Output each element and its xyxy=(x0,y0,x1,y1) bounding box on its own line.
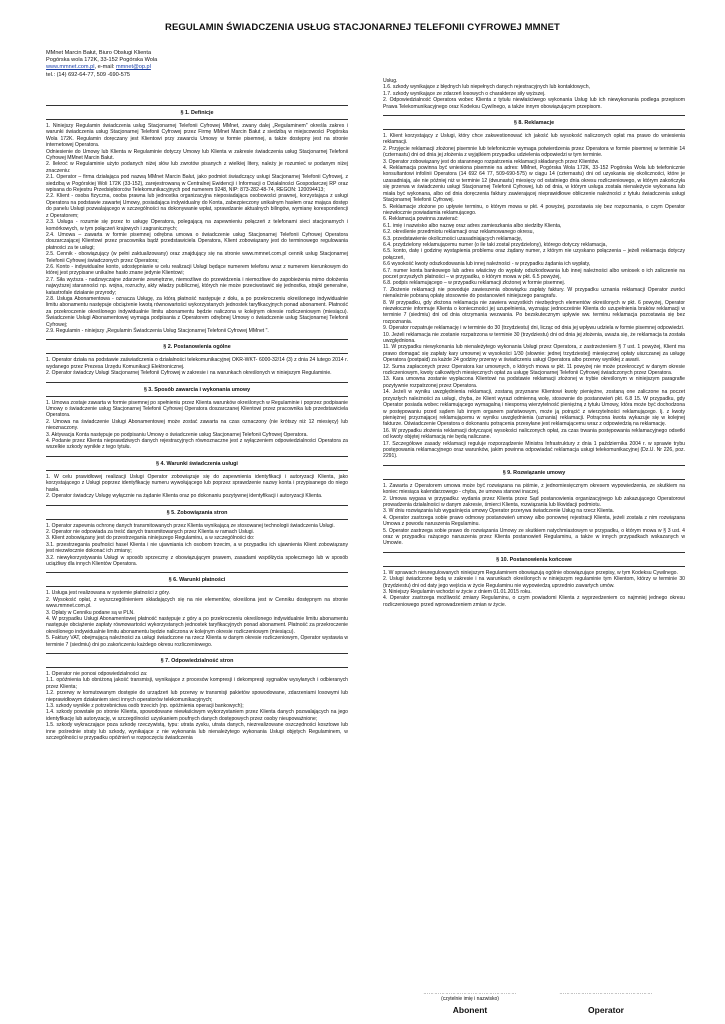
section-heading-bar xyxy=(46,456,348,471)
section-heading: § 1. Definicje xyxy=(180,110,214,116)
section-heading: § 8. Reklamacje xyxy=(513,120,555,127)
paragraph: 3. Klient zobowiązany jest do przestrzegania niniejszego Regulaminu, a w szczególności do: xyxy=(46,535,255,542)
paragraph: 2. Operator świadczy Usługę wyłącznie na żądanie Klienta oraz po dokonaniu pozytywnej identyfikacji i autoryzacji Klienta. xyxy=(46,493,323,500)
paragraph: 6.3. przedstawienie okoliczności uzasadniających reklamację, xyxy=(383,235,523,242)
paragraph: 16. W przypadku złożenia reklamacji dotyczącej wysokości naliczonych opłat, za czas trwania postępowania reklamacyjnego odsetki od kwoty objętej reklamacją nie będą naliczane. xyxy=(383,427,685,441)
paragraph: 2.7. Siła wyższa - nadzwyczajne zdarzenie zewnętrzne, niemożliwe do przewidzenia i niemożliwe do zapobieżenia mimo dołożenia najwyższej staranności np. wojna, rozruchy, akty władzy publicznej, których nie może przeciwstawić się jednostka, strajki generalne, katastrofale działanie przyrody; xyxy=(46,276,348,296)
paragraph: 4. Operator zastrzega sobie prawo odmowy postanowień umowy albo ponownej rejestracji Klienta, jeżeli została z nim rozwiązana Umowa z powodu naruszenia Regulaminu. xyxy=(383,514,685,528)
paragraph: 2. Umowa wygasa w przypadku: wydania przez Klienta przez Sąd postanowienia organizacyjnego lub zakazującego Operatorowi prowadzenia działalności w danym zakresie, śmierci Klienta, rozwiązania lub likwidacji podmiotu. xyxy=(383,495,685,508)
paragraph: 3. Aktywacja Konta następuje po podpisaniu Umowy o świadczenie usług Stacjonarnej Telefonii Cyfrowej Operatora. xyxy=(46,431,308,438)
section-heading-bar xyxy=(383,115,685,130)
section xyxy=(46,653,348,741)
signature-line: …………………………………………… xyxy=(559,990,653,996)
section-body xyxy=(46,357,348,376)
paragraph: 6.4. przydzielony reklamującemu numer (o ile taki został przydzielony), którego dotyczy reklamacja, xyxy=(383,241,607,248)
section xyxy=(46,505,348,568)
section-body xyxy=(46,474,348,500)
paragraph: 6.6 wysokość kwoty odszkodowania lub innej należności - w przypadku żądania ich wypłaty, xyxy=(383,261,591,268)
section-heading-bar xyxy=(46,653,348,668)
paragraph: Odniesienie do Umowy lub Klienta w Regulaminie dotyczy Umowy lub Klienta w zakresie świadczenia usług Stacjonarnej Telefonii Cyfrowej MMnet Marcin Bałut. xyxy=(46,148,348,162)
paragraph: 6.5. konto, datę i godzinę wystąpienia problemu oraz żądany numer, z którym nie uzyskano połączenia – jeżeli reklamacja dotyczy połączeń, xyxy=(383,248,685,261)
paragraph: 1. Zawarta z Operatorem umowa może być rozwiązana na piśmie, z jednomiesięcznym okresem wypowiedzenia, ze skutkiem na koniec miesiąca kalendarzowego - chyba, że umowa stanowi inaczej. xyxy=(383,482,685,496)
paragraph: 1. Usługa jest realizowana w systemie płatności z góry. xyxy=(46,590,170,597)
section-body xyxy=(383,483,685,547)
paragraph: 14. Jeżeli w wyniku uwzględnienia reklamacji, zostaną przyznane Klientowi kwoty pieniężne, zostaną one zaliczone na poczet przyszłych należności za usługi, chyba, że Klient wyrazi odmienną wolę, stosownie do postanowień pkt. 6.8 15. W przypadku, gdy Operator posiada wobec reklamującego wymagalną i niesporną wierzytelność pieniężną z tytułu Umowy, która może być dochodzona w postępowaniu przed sądem lub innym organem państwowym, może ją potrącić z wierzytelności reklamującego. Ij. z kwoty pieniężnej przyznającej reklamującemu w wyniku uwzględnienia (uznania) reklamacji. Potrącona kwota wykazuje się w kolejnej fakturze. Oświadczenie Operatora o dokonaniu potrącenia przesyłane jest reklamującemu wraz z odpowiedzią na reklamację. xyxy=(383,389,685,428)
company-header xyxy=(46,50,286,79)
section-heading-bar xyxy=(46,572,348,587)
section-body xyxy=(46,590,348,648)
paragraph: 2. Przyjęcie reklamacji złożonej pisemnie lub telefonicznie wymaga potwierdzenia przez Operatora w formie pisemnej w terminie 14 (czternastu) dni od dnia jej złożenia z wyjątkiem przypadku udzielenia odpowiedzi w tym terminie. xyxy=(383,145,685,159)
paragraph: 1.7. szkody wynikające ze zdarzeń losowych o charakterze siły wyższej. xyxy=(383,90,546,97)
section-heading-bar xyxy=(46,505,348,520)
paragraph: 1.1. opóźnienia lub obniżoną jakość transmisji, wynikające z procesów kompresji i dekompresji sygnałów wysyłanych i odbieranych przez Klienta; xyxy=(46,677,348,690)
paragraph: 1. Operator nie ponosi odpowiedzialności za: xyxy=(46,671,148,677)
paragraph: 6.2. określenie przedmiotu reklamacji oraz reklamowanego okresu, xyxy=(383,229,534,236)
section-body xyxy=(46,523,348,568)
section-heading: § 2. Postanowienia ogólne xyxy=(163,344,231,351)
section-heading-bar xyxy=(46,382,348,397)
paragraph: 4. Operator zastrzega możliwość zmiany Regulaminu, o czym powiadomi Klienta z wyprzedzeniem co najmniej jednego okresu rozliczeniowego przed wprowadzeniem zmian w życie. xyxy=(383,595,685,608)
section-heading: § 9. Rozwiązanie umowy xyxy=(502,469,566,476)
liability-continuation xyxy=(383,78,685,110)
paragraph: Usług. xyxy=(383,78,398,84)
paragraph: 10. Jeżeli reklamacja nie zostanie rozpatrzona w terminie 30 (trzydziestu) dni od dnia jej złożenia, uważa się, że reklamacja ta została uwzględniona. xyxy=(383,331,685,345)
paragraph: 6.1. imię i nazwisko albo nazwę oraz adres zamieszkania albo siedziby Klienta, xyxy=(383,222,562,229)
paragraph: 5. Reklamacje złożone po upływie terminu, o którym mowa w pkt. 4 powyżej, pozostawia się bez rozpoznania, o czym Operator niezwłocznie powiadamia reklamującego. xyxy=(383,203,685,216)
paragraph: 3. W dniu rozwiązania lub wygaśnięcia umowy Operator przerywa świadczenie Usług na rzecz Klienta. xyxy=(383,508,615,515)
paragraph: 1.6. szkody wynikające z błędnych lub niepełnych danych rejestracyjnych lub kontaktowych, xyxy=(383,84,590,91)
paragraph: 3. Opłaty w Cenniku podane są w PLN. xyxy=(46,609,135,616)
section xyxy=(46,572,348,648)
paragraph: 2.1. Operator – firma działająca pod nazwą MMnet Marcin Bałut, jako podmiot świadczący usługi Stacjonarnej Telefonii Cyfrowej, z siedzibą w Pogórskiej Woli 172K (33-152), zarejestrowaną w Centralnej Ewidencji i Informacji o Działalności Gospodarczej RP oraz wpisana do Rejestru Przedsiębiorców Telekomunikacyjnych pod numerem 9248, NIP: 873-282-48-74, REGON: 120094413; xyxy=(46,174,348,194)
section xyxy=(383,115,685,460)
contact-line: www.mmnet.com.pl, e-mail: mmnet@op.pl xyxy=(46,64,151,71)
section xyxy=(46,456,348,500)
signature-caption: (czytelnie imię i nazwisko) xyxy=(441,996,499,1002)
section-heading-bar xyxy=(383,465,685,480)
paragraph: 2.8. Usługa Abonamentowa - oznacza Usługę, za którą płatność następuje z dołu, a po przekroczeniu określonego indywidualnie limitu abonamentu następuje obciążenie kwotą równowartości wykorzystanych jednostek taryfikacyjnych ponad abonament. Płatność za przekroczenie określonego indywidualnie limitu abonamentu będzie naliczona w kolejnym okresie rozliczeniowym (miesiącu). Świadczenie Usługi Abonamentowej wymaga podpisania z Operatorem odrębnej Umowy o świadczenie usług Stacjonarnej Telefonii Cyfrowej; xyxy=(46,295,348,328)
phone-line: tel.: (14) 692-64-77, 509 -690-575 xyxy=(46,71,130,78)
paragraph: 4. W przypadku Usługi Abonamentowej płatność następuje z góry a po przekroczeniu określonego indywidualnie limitu abonamentu następuje obciążenie zapłaty równowartości wykorzystanych jednostek taryfikacyjnych ponad abonament. Płatność za przekroczenie określonego indywidualnie limitu abonamentu będzie naliczona w kolejnym okresie rozliczeniowym (miesiącu). xyxy=(46,615,348,635)
section xyxy=(46,105,348,334)
paragraph: 2.2. Klient - osoba fizyczna, osoba prawna lub jednostka organizacyjna nieposiadająca osobowości prawnej, korzystająca z usługi Operatora na podstawie zawartej Umowy, posiadająca indywidualny do Konta, zabezpieczony unikalnym hasłem oraz mająca dostęp do panelu Usługi pozwalającego w szczególności na dokonywanie wpłat, sprawdzanie aktualnych bilingów, wymianę korespondencji z Operatorem; xyxy=(46,193,348,219)
signature-operator xyxy=(536,990,676,1015)
paragraph: 6. Reklamacja powinna zawierać: xyxy=(383,216,459,223)
email-label: e-mail: xyxy=(97,64,115,71)
paragraph: 1. Operator działa na podstawie zaświadczenia o działalności telekomunikacyjnej OKR-WKT- 6000-32/14 (3) z dnia 24 lutego 2014 r. wydanego przez Prezesa Urzędu Komunikacji Elektronicznej. xyxy=(46,357,348,370)
section-heading-bar xyxy=(46,339,348,354)
section-heading-bar xyxy=(383,552,685,567)
left-column xyxy=(46,100,348,741)
signature-abonent xyxy=(400,990,540,1015)
section xyxy=(383,465,685,547)
paragraph: 2. Wysokość opłat, z wyszczególnieniem składających się na nie elementów, określona jest w Cenniku dostępnym na stronie www.mmnet.com.pl. xyxy=(46,596,348,610)
section-body xyxy=(383,133,685,460)
signature-line: …………………………………………… xyxy=(423,990,517,996)
paragraph: 5. Faktury VAT, obejmującą należności za usługi świadczone na rzecz Klienta w danym okresie rozliczeniowym, Operator wystawia w terminie 7 (siedmiu) dni po zakończeniu każdego okresu rozliczeniowego. xyxy=(46,635,348,648)
company-name: MMnet Marcin Bałut, Biuro Obsługi Klienta xyxy=(46,50,152,56)
signature-role-abonent: Abonent xyxy=(452,1005,488,1015)
section xyxy=(46,382,348,451)
paragraph: 1. Umowa zostaje zawarta w formie pisemnej po spełnieniu przez Klienta warunków określonych w Regulaminie i poprzez podpisanie Umowy o świadczenie usług Stacjonarnej Telefonii Cyfrowej Operatora doszarczanej Klientowi przez pracownika lub przedstawiciela Operatora. xyxy=(46,399,348,419)
section-heading: § 6. Warunki płatności xyxy=(168,577,226,584)
section-heading: § 5. Zobowiązania stron xyxy=(166,509,228,516)
paragraph: 6.8. podpis reklamującego – w przypadku reklamacji złożonej w formie pisemnej. xyxy=(383,280,566,287)
section-body xyxy=(46,123,348,334)
paragraph: 17. Szczegółowe zasady reklamacji reguluje rozporządzenie Ministra Infrastruktury z dnia 1 października 2004 r. w sprawie trybu postępowania reklamacyjnego oraz warunków, jakim powinna odpowiadać reklamacja usługi telekomunikacyjnej (Dz.U. Nr 226, poz. 2291). xyxy=(383,440,685,460)
paragraph: 12. Suma zapłaconych przez Operatora kar umownych, o których mowa w pkt. 11 powyżej nie może przekroczyć w danym okresie rozliczeniowym, kwoty całkowitych miesięcznych opłat za usługę Stacjonarnej Telefonii Cyfrowej świadczonych przez Operatora. xyxy=(383,363,685,377)
section-body xyxy=(46,671,348,741)
section-body xyxy=(46,400,348,451)
paragraph: 6.7. numer konta bankowego lub adres właściwy do wypłaty odszkodowania lub innej należności albo wniosek o ich zaliczenie na poczet przyszłych płatności – w przypadku, o którym mowa w pkt. 6.5 powyżej, xyxy=(383,267,685,280)
paragraph: 2. Operator świadczy Usługi Stacjonarnej Telefonii Cyfrowej w zakresie i na warunkach określonych w niniejszym Regulaminie. xyxy=(46,370,332,377)
section-heading-bar xyxy=(46,105,348,120)
section-heading: § 4. Warunki świadczenia usługi xyxy=(156,460,238,467)
paragraph: 2. Usługi świadczone będą w zakresie i na warunkach określonych w niniejszym regulaminie tym Klientom, którzy w terminie 30 (trzydziestu) dni od daty jego wejścia w życie Regulaminu nie wypowiedzą uprzednio zawartych umów. xyxy=(383,576,685,589)
paragraph: 1. Niniejszy Regulamin świadczenia usług Stacjonarnej Telefonii Cyfrowej MMnet, zwany dalej „Regulaminem" określa zakres i warunki świadczenia usług Stacjonarnej Telefonii Cyfrowej przez Firmę MMnet Marcin Bałut z siedzibą w miejscowości Pogórska Wola 172K. Regulamin doręczany jest Klientowi przy zawarciu Umowy w formie pisemnej, a także dostępny jest na stronie internetowej Operatora. xyxy=(46,123,348,149)
paragraph: 3.1. przestrzegania poufności haseł Klienta i nie ujawniania ich osobom trzecim, a w przypadku ich ujawnienia Klient zobowiązany jest niezwłocznie dokonać ich zmiany; xyxy=(46,541,348,555)
section-body xyxy=(383,570,685,608)
paragraph: 2.3. Usługa - rozumie się przez to usługę Operatora, polegającą na zapewnieniu połączeń z telefonami sieci stacjonarnych i komórkowych, w tym połączeń krajowych i zagranicznych; xyxy=(46,219,348,232)
paragraph: 1. Klient korzystający z Usługi, który chce zakwestionować ich jakość lub wysokość naliczonych opłat ma prawo do wniesienia reklamacji. xyxy=(383,133,685,146)
paragraph: 2. Umowa na świadczenie Usługi Abonamentowej może zostać zawarta na czas oznaczony (nie krótszy niż 12 miesięcy) lub nieoznaczony. xyxy=(46,418,348,432)
paragraph: 13. Kara umowna zostanie wypłacona Klientowi na podstawie reklamacji złożonej w trybie określonym w niniejszym paragrafie pozytywnie rozpatrzonej przez Operatora. xyxy=(383,376,685,389)
paragraph: 4. Podanie przez Klienta nieprawdziwych danych rejestracyjnych równoznaczne jest z wyłączeniem odpowiedzialności Operatora za wszelkie szkody wynikłe z tego tytułu. xyxy=(46,438,348,451)
paragraph: 2. Operator nie odpowiada za treść danych transmitowanych przez Klienta w ramach Usługi. xyxy=(46,528,255,535)
paragraph: 1.2. przerwy w komutowanym dostępie do urządzeń lub przerwy w transmisji pakietów spowodowane, zdarzeniami losowymi lub nieprawidłowym działaniem sieci innych operatorów telekomunikacyjnych; xyxy=(46,690,348,703)
company-address: Pogórska wola 172K, 33-152 Pogórska Wola xyxy=(46,57,158,64)
signature-role-operator: Operator xyxy=(588,1005,624,1016)
paragraph: 5. Operator zastrzega sobie prawo do rozwiązania Umowy ze skutkiem natychmiastowym w przypadku, o którym mowa w § 3 ust. 4 oraz w przypadku rażącego naruszenia przez Klienta postanowień Regulaminu, a także w innych przypadkach wskazanych w Umowie. xyxy=(383,527,685,547)
section xyxy=(46,339,348,376)
page-title: REGULAMIN ŚWIADCZENIA USŁUG STACJONARNEJ TELEFONII CYFROWEJ MMNET xyxy=(165,22,560,33)
paragraph: 2.4. Umowa – zawarta w formie pisemnej odrębna umowa o świadczenie usług Stacjonarnej Telefonii Cyfrowej Operatora doszarczającej Klientowi przez pracownika bądź przedstawiciela Operatora, Klient zobowiązany jest do terminowego regulowania płatności za te usługi; xyxy=(46,231,348,251)
paragraph: 2. Ilekroć w Regulaminie użyto podanych niżej słów lub zwrotów pisanych z wielkiej litery, należy je rozumieć w podanym niżej znaczeniu: xyxy=(46,161,348,174)
paragraph: 4. Reklamacja powinna być wniesiona pisemnie na adres: MMnet, Pogórska Wola 172K, 33-152 Pogórska Wola lub telefonicznie konsultantowi infolinii Operatora (14 692 64 77, 509-690-575) w ciągu 14 (czternastu) dni od uzyskania się okoliczności, które je uzasadniają, ale nie później niż w terminie 12 (dwunastu) miesięcy od ostatniego dnia okresu rozliczeniowego, w którym zakończyła się przerwa w świadczeniu usługi Stacjonarnej Telefonii Cyfrowej, lub od dnia, w którym usługa została nienależycie wykonana lub miała być wykonana, albo od dnia doręczenia faktury zawierającej nieprawidłowe obliczenie należności z tytułu świadczenia usługi Stacjonarnej Telefonii Cyfrowej. xyxy=(383,165,685,204)
section-heading: § 3. Sposób zawarcia i wykonania umowy xyxy=(143,386,251,393)
section-heading: § 7. Odpowiedzialność stron xyxy=(160,658,234,664)
paragraph: 2. Odpowiedzialność Operatora wobec Klienta z tytułu niewłaściwego wykonania Usług lub ich niewykonania podlega przepisom Prawa Telekomunikacyjnego oraz Kodeksu Cywilnego, a także innym obowiązującym przepisom. xyxy=(383,97,685,110)
paragraph: 2.6. Konto - indywidualne konto, udostępnianie w celu realizacji Usługi będące numerem telefonu wraz z numerem kierunkowym do której jest przypisane unikalne hasło znane jedynie Klientowi; xyxy=(46,263,348,277)
section-heading: § 10. Postanowienia końcowe xyxy=(496,556,572,563)
paragraph: 1. Operator zapewnia ochronę danych transmitowanych przez Klienta wynikającą ze stosowanej technologii świadczenia Usługi. xyxy=(46,522,335,529)
paragraph: 8. W przypadku, gdy złożona reklamacja nie zawiera wszystkich niezbędnych elementów określonych w pkt. 6 powyżej, Operator niezwłocznie informuje Klienta o konieczności jej uzupełnienia, wyznając jednocześnie Klienta do uzupełnienia braków reklamacji w terminie 7 (siedmiu) dni od dnia otrzymania wezwania. Po bezskutecznym upływie ww. terminu reklamacja pozostawia się bez rozpoznania. xyxy=(383,299,685,325)
right-column xyxy=(383,78,685,608)
paragraph: 1. W celu prawidłowej realizacji Usługi Operator zobowiązuje się do zapewnienia identyfikacji i autoryzacji Klienta, jako korzystającego z Usługi poprzez identyfikację numeru wywołującego lub poprzez sprawdzenie nazwy konta i przypisanego do niego hasła. xyxy=(46,473,348,493)
paragraph: 9. Operator rozpatruje reklamację i w terminie do 30 (trzydziestu) dni, licząc od dnia jej wpływu udziela w formie pisemnej odpowiedzi. xyxy=(383,325,685,332)
paragraph: 3. Niniejszy Regulamin wchodzi w życie z dniem 01.01.2015 roku. xyxy=(383,589,532,596)
paragraph: 3.2. niewykorzystywania Usługi w sposób sprzeczny z obowiązującym prawem, zasadami współżycia społecznego lub w sposób uciążliwy dla innych Klientów Operatora. xyxy=(46,554,348,567)
email-link[interactable]: mmnet@op.pl xyxy=(115,64,151,71)
paragraph: 7. Złożenie reklamacji nie powoduje zawieszenia obowiązku zapłaty faktury. W przypadku uznania reklamacji Operator zwróci nienależnie pobraną opłatę stosownie do postanowień niniejszego paragrafu. xyxy=(383,286,685,300)
paragraph: 1.5. szkody wykraczające poza szkodę rzeczywistą, typu: utrata zysku, utrata danych, niezrealizowane oszczędności kosztowe lub inne pośrednie straty lub szkody, wynikające z nie wykonania lub nienależytego wykonania Usługi objętych Regulaminem, w szczególności w przypadku opóźnień w rozpoczęciu świadczenia xyxy=(46,722,348,742)
paragraph: 1.3. szkody wynikłe z potrzebnictwa osób trzecich (np. opóźnienia operacji bankowych); xyxy=(46,703,244,710)
section xyxy=(383,552,685,608)
paragraph: 1.4. szkody powstałe po stronie Klienta, spowodowane niewłaściwym wykorzystaniem przez Klienta danych pozwalających na jego identyfikację lub autoryzację, w szczególności uzyskaniem poufnych danych dostępowych przez osoby nieupoważnione; xyxy=(46,709,348,722)
paragraph: 2.5. Cennik - obowiązujący (w pełni zaktualizowany) oraz znajdujący się na stronie www.mmnet.com.pl cennik usług Stacjonarnej Telefonii Cyfrowej świadczonych przez Operatora; xyxy=(46,251,348,264)
paragraph: 11. W przypadku niewykonania lub nienależytego wykonania Usługi przez Operatora, z zastrzeżeniem § 7 ust. 1 powyżej, Klient ma prawo domagać się zapłaty kary umownej w wysokości 1/30 (słownie: jednej trzydziestej) miesięcznej opłaty uiszczanej za usługę Operatora (postpaid) za każde 24 godziny przerwy w świadczeniu usługi Operatora albo przerwy wynikłej z awarii. xyxy=(383,344,685,364)
website-link[interactable]: www.mmnet.com.pl xyxy=(46,64,95,71)
paragraph: 1. W sprawach nieuregulowanych niniejszym Regulaminem obowiązują ogólnie obowiązujące przepisy, w tym Kodeksu Cywilnego. xyxy=(383,569,678,576)
paragraph: 3. Operator zobowiązany jest do starannego rozpatrzenia reklamacji składanych przez Klientów. xyxy=(383,158,600,165)
paragraph: 2.9. Regulamin - niniejszy „Regulamin Świadczenia Usług Stacjonarnej Telefonii Cyfrowej MMnet ". xyxy=(46,328,269,334)
